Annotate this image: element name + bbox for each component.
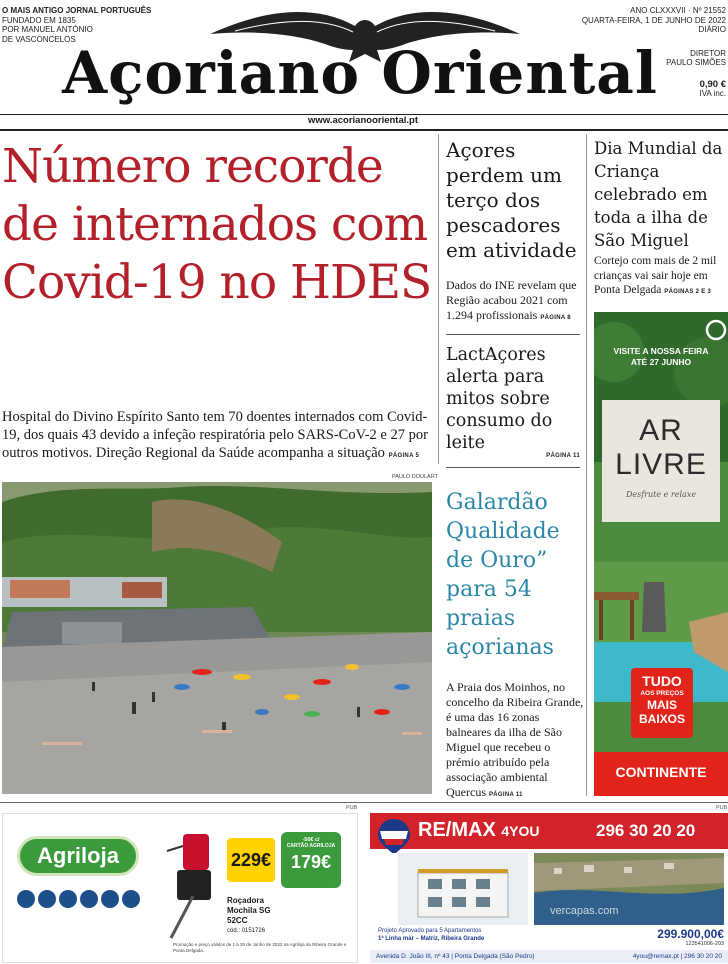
remax-balloon-icon (376, 817, 412, 857)
beach-photo (2, 482, 432, 794)
lead-summary-text: Hospital do Divino Espírito Santo tem 70 doentes internados com Covid-19, dos quais 43 devido a infeção respiratória pelo SARS-CoV-2 e 27 por outros motivos. Direção Regional da Saúde acompanha a situação (2, 409, 428, 461)
director-name: PAULO SIMÕES (666, 58, 726, 67)
agriloja-price: 229€ (227, 838, 275, 882)
praias-headline[interactable]: Galardão Qualidade de Ouro” para 54 praias açorianas (446, 490, 560, 660)
lead-summary (2, 408, 432, 465)
remax-address: Avenida D. João III, nº 43 | Ponta Delgada (São Pedro) (376, 953, 535, 960)
story-divider (446, 334, 580, 335)
continente-logo: CONTINENTE (615, 764, 707, 780)
promo-label-2: CARTÃO AGRILOJA (286, 843, 336, 849)
masthead-founded: FUNDADO EM 1835 (2, 15, 76, 25)
continente-tagline-2: ATÉ 27 JUNHO (630, 357, 692, 367)
praias-summary-text: A Praia dos Moinhos, no concelho da Ribeira Grande, é uma das 16 zonas balneares da ilha de São Miguel que recebeu o prémio atribuído pela associação ambiental Quercus (446, 680, 584, 799)
badge-line-1: TUDO (642, 673, 682, 689)
remax-logo (418, 819, 539, 842)
product-line-1: Roçadora (227, 896, 264, 905)
category-icon (38, 890, 56, 908)
issue-date: QUARTA-FEIRA, 1 DE JUNHO DE 2022 (581, 15, 726, 25)
remax-tag: 4YOU (501, 823, 540, 839)
fishermen-summary (446, 278, 586, 326)
watermark: vercapas.com (550, 905, 619, 917)
fishermen-headline[interactable]: Açores perdem um terço dos pescadores em atividade (446, 138, 577, 262)
dia-crianca-summary (594, 254, 728, 300)
remax-ad[interactable] (370, 813, 728, 963)
category-icon (101, 890, 119, 908)
newspaper-title: Açoriano Oriental (62, 39, 658, 107)
frequency: DIÁRIO (698, 25, 726, 34)
agriloja-promo (281, 832, 341, 888)
product-name (227, 896, 327, 936)
promo-price: 179€ (290, 852, 332, 872)
pub-label-2: PUB (716, 805, 728, 811)
masthead-right (576, 6, 726, 99)
dia-crianca-headline[interactable]: Dia Mundial da Criança celebrado em toda a ilha de São Miguel (594, 139, 723, 250)
category-icon (17, 890, 35, 908)
agriloja-fineprint: Promoção e preço válidos de 1 a 30 de Junho de 2022 na Agriloja da Ribeira Grande e Ponta Delgada. (173, 942, 347, 953)
badge-line-2: AOS PREÇOS (640, 690, 684, 697)
badge-line-3: MAIS (647, 698, 677, 712)
masthead-slogan: O MAIS ANTIGO JORNAL PORTUGUÊS (2, 6, 152, 15)
project-line-1: Projeto Aprovado para 5 Apartamentos (378, 928, 482, 934)
remax-footer (370, 950, 728, 963)
brushcutter-icon (163, 826, 223, 941)
building-render (398, 853, 528, 925)
continente-title-2: LIVRE (615, 448, 707, 481)
fishermen-summary-text: Dados do INE revelam que Região acabou 2021 com 1.294 profissionais (446, 278, 577, 322)
remax-contact[interactable]: 4you@remax.pt | 296 30 20 20 (632, 953, 722, 960)
edition-number: ANO CLXXXVII · Nº 21552 (630, 6, 726, 15)
dia-crianca-summary-text: Cortejo com mais de 2 mil crianças vai sair hoje em Ponta Delgada (594, 255, 717, 296)
category-icon (122, 890, 140, 908)
praias-summary (446, 680, 586, 803)
ads-rule (0, 802, 728, 803)
lactacores-headline[interactable]: LactAçores alerta para mitos sobre consumo do leite (446, 345, 553, 453)
product-code: cód.: 0151726 (227, 928, 266, 934)
project-line-2: 1ª Linha mar – Matriz, Ribeira Grande (378, 936, 485, 942)
continente-title-1: AR (639, 414, 683, 447)
remax-brand: RE/MAX (418, 819, 496, 841)
masthead-founder-1: POR MANUEL ANTÓNIO (2, 25, 93, 34)
category-icon (80, 890, 98, 908)
column-rule-2 (586, 134, 587, 796)
story-divider (446, 467, 580, 468)
praias-page-ref: PÁGINA 11 (488, 792, 523, 798)
category-icon (59, 890, 77, 908)
agriloja-icons (17, 890, 152, 914)
lead-page-ref: PÁGINA 5 (388, 453, 420, 459)
photo-credit: PAULO DOULART (392, 474, 438, 480)
remax-ref: 123541006-203 (685, 941, 724, 947)
masthead-founder-2: DE VASCONCELOS (2, 34, 76, 44)
director-label: DIRETOR (690, 48, 726, 58)
tax-note: IVA inc. (699, 89, 726, 98)
promo-label-1: -50€ c/ (302, 837, 320, 843)
pub-label-1: PUB (346, 805, 358, 811)
remax-project (378, 927, 578, 943)
cover-price: 0,90 € (699, 78, 726, 90)
agriloja-logo: Agriloja (17, 836, 139, 876)
fishermen-page-ref: PÁGINA 8 (540, 315, 571, 321)
lead-headline[interactable]: Número recorde de internados com Covid-19 no HDES (2, 139, 432, 310)
lactacores-page-ref: PÁGINA 11 (546, 453, 580, 459)
continente-tagline-1: VISITE A NOSSA FEIRA (613, 346, 709, 356)
continente-subtitle: Desfrute e relaxe (625, 490, 697, 499)
column-rule-1 (438, 134, 439, 464)
agriloja-ad[interactable] (2, 813, 358, 963)
product-line-3: 52CC (227, 916, 248, 925)
product-line-2: Mochila SG (227, 906, 271, 915)
website-link[interactable]: www.acorianooriental.pt (308, 115, 418, 126)
masthead-rule-bottom (0, 129, 728, 131)
price-badge (631, 668, 693, 738)
continente-ad[interactable] (594, 312, 728, 796)
dia-crianca-page-ref: PÁGINAS 2 E 3 (664, 289, 712, 295)
badge-line-4: BAIXOS (638, 712, 685, 726)
remax-phone[interactable]: 296 30 20 20 (596, 821, 696, 840)
remax-price: 299.900,00€ (657, 927, 724, 941)
